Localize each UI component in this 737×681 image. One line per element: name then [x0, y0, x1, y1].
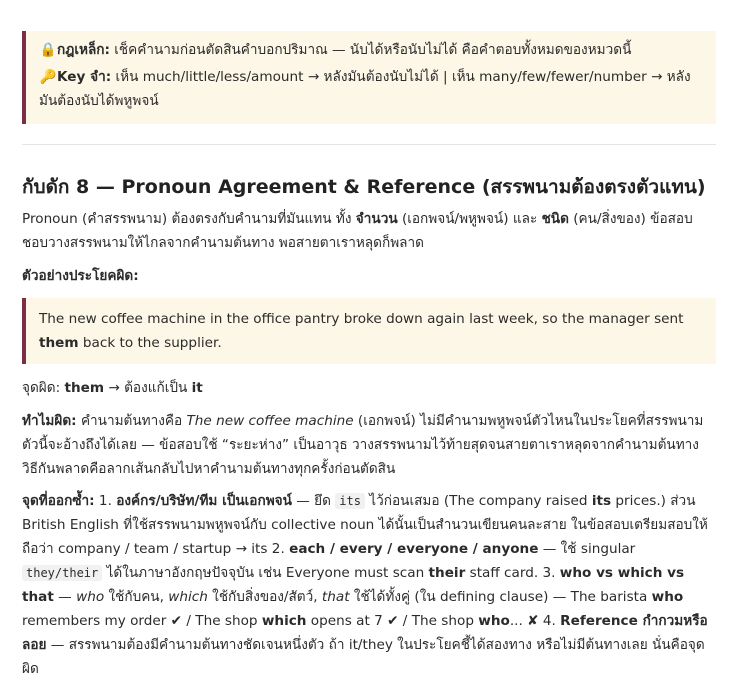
why-paragraph — [22, 409, 718, 481]
watch-t12: remembers my order ✔ / The shop — [22, 613, 262, 629]
watch-t9: ใช้กับคน, — [104, 589, 169, 605]
key-label: Key จำ: — [57, 69, 112, 85]
example-bold: them — [39, 335, 79, 351]
intro-text-2: (เอกพจน์/พหูพจน์) และ — [397, 211, 542, 227]
example-heading — [22, 264, 718, 288]
rule-line — [39, 38, 706, 62]
lock-icon: 🔒 — [39, 42, 57, 58]
intro-bold-type: ชนิด — [541, 211, 569, 227]
watch-t4: prices.) ส่วน British English ที่ใช้สรรพนามพหูพจน์กับ collective noun ได้นั้นเป็นสำนวนเขียนคนละสาย ในข้อสอบเตรียมสอบให้ถือว่า company / team / startup → its 2. — [22, 493, 708, 557]
watch-b7: which — [261, 613, 307, 629]
intro-paragraph — [22, 207, 718, 255]
watch-b2: its — [591, 493, 612, 509]
example-text: The new coffee machine in the office pantry broke down again last week, so the manager sent — [39, 311, 684, 327]
why-italic: The new coffee machine — [186, 413, 354, 429]
rule-text: เช็คคำนามก่อนตัดสินคำบอกปริมาณ — นับได้หรือนับไม่ได้ คือคำตอบทั้งหมดของหมวดนี้ — [109, 42, 632, 58]
rule-label: กฎเหล็ก: — [57, 42, 110, 58]
watch-paragraph — [22, 489, 718, 681]
watch-t7: staff card. 3. — [465, 565, 560, 581]
example-tail: back to the supplier. — [78, 335, 222, 351]
watch-t3: ไว้ก่อนเสมอ (The company raised — [364, 493, 592, 509]
error-arrow: → ต้องแก้เป็น — [104, 380, 192, 396]
section-divider — [22, 144, 716, 145]
watch-b1: องค์กร/บริษัท/ทีม เป็นเอกพจน์ — [116, 493, 292, 509]
example-quote — [22, 298, 716, 364]
intro-text-1: Pronoun (คำสรรพนาม) ต้องตรงกับคำนามที่มันแทน ทั้ง — [22, 211, 356, 227]
watch-i1: who — [76, 589, 105, 605]
watch-t6: ได้ในภาษาอังกฤษปัจจุบัน เช่น Everyone must scan — [102, 565, 429, 581]
watch-t14: ... ✘ 4. — [509, 613, 561, 629]
error-label: จุดผิด: — [22, 380, 65, 396]
watch-t8: — — [53, 589, 77, 605]
watch-label: จุดที่ออกซ้ำ: — [22, 493, 95, 509]
watch-code-they: they/their — [22, 565, 102, 581]
watch-t2: — ยึด — [291, 493, 336, 509]
key-icon: 🔑 — [39, 69, 57, 85]
watch-code-its: its — [335, 493, 365, 509]
intro-bold-number: จำนวน — [355, 211, 398, 227]
watch-b6: who — [651, 589, 684, 605]
watch-t10: ใช้กับสิ่งของ/สัตว์, — [207, 589, 322, 605]
watch-i2: which — [168, 589, 208, 605]
example-heading-text: ตัวอย่างประโยคผิด: — [22, 268, 139, 284]
error-right: it — [191, 380, 203, 396]
watch-i3: that — [321, 589, 350, 605]
watch-t15: — สรรพนามต้องมีคำนามต้นทางชัดเจนหนึ่งตัว ถ้า it/they ในประโยคชี้ได้สองทาง หรือไม่มีต้นทางเลย นั่นคือจุดผิด — [22, 637, 705, 677]
rule-callout — [22, 31, 716, 124]
watch-b4: their — [428, 565, 466, 581]
why-label: ทำไมผิด: — [22, 413, 77, 429]
watch-b3: each / every / everyone / anyone — [289, 541, 539, 557]
error-wrong: them — [64, 380, 105, 396]
key-line — [39, 65, 706, 113]
why-text-1: คำนามต้นทางคือ — [76, 413, 187, 429]
why-text-2: (เอกพจน์) ไม่มีคำนามพหูพจน์ตัวไหนในประโยคที่สรรพนามตัวนี้จะอ้างถึงได้เลย — ข้อสอบใช้ “ระยะห่าง” เป็นอาวุธ วางสรรพนามไว้ท้ายสุดจนสายตาเราหลุดจากคำนามต้นทาง วิธีกันพลาดคือลากเส้นกลับไปหาคำนามต้นทางทุกครั้งก่อนตัดสิน — [22, 413, 704, 477]
error-line — [22, 376, 718, 400]
section-title: กับดัก 8 — Pronoun Agreement & Reference (สรรพนามต้องตรงตัวแทน) — [22, 176, 706, 198]
watch-t5: — ใช้ singular — [538, 541, 636, 557]
watch-t11: ใช้ได้ทั้งคู่ (ใน defining clause) — The barista — [349, 589, 652, 605]
intro-text-3: (คน/สิ่งของ) ข้อสอบชอบวางสรรพนามให้ไกลจากคำนามต้นทาง พอสายตาเราหลุดก็พลาด — [22, 211, 693, 251]
watch-b8: who — [478, 613, 510, 629]
watch-b5: who vs which vs that — [22, 565, 685, 605]
key-text: เห็น much/little/less/amount → หลังมันต้องนับไม่ได้ | เห็น many/few/fewer/number → หลังมันต้องนับได้พหูพจน์ — [39, 69, 691, 109]
watch-t1: 1. — [94, 493, 117, 509]
watch-t13: opens at 7 ✔ / The shop — [306, 613, 479, 629]
example-sentence — [39, 307, 706, 355]
watch-b9: Reference กำกวมหรือลอย — [22, 613, 708, 653]
